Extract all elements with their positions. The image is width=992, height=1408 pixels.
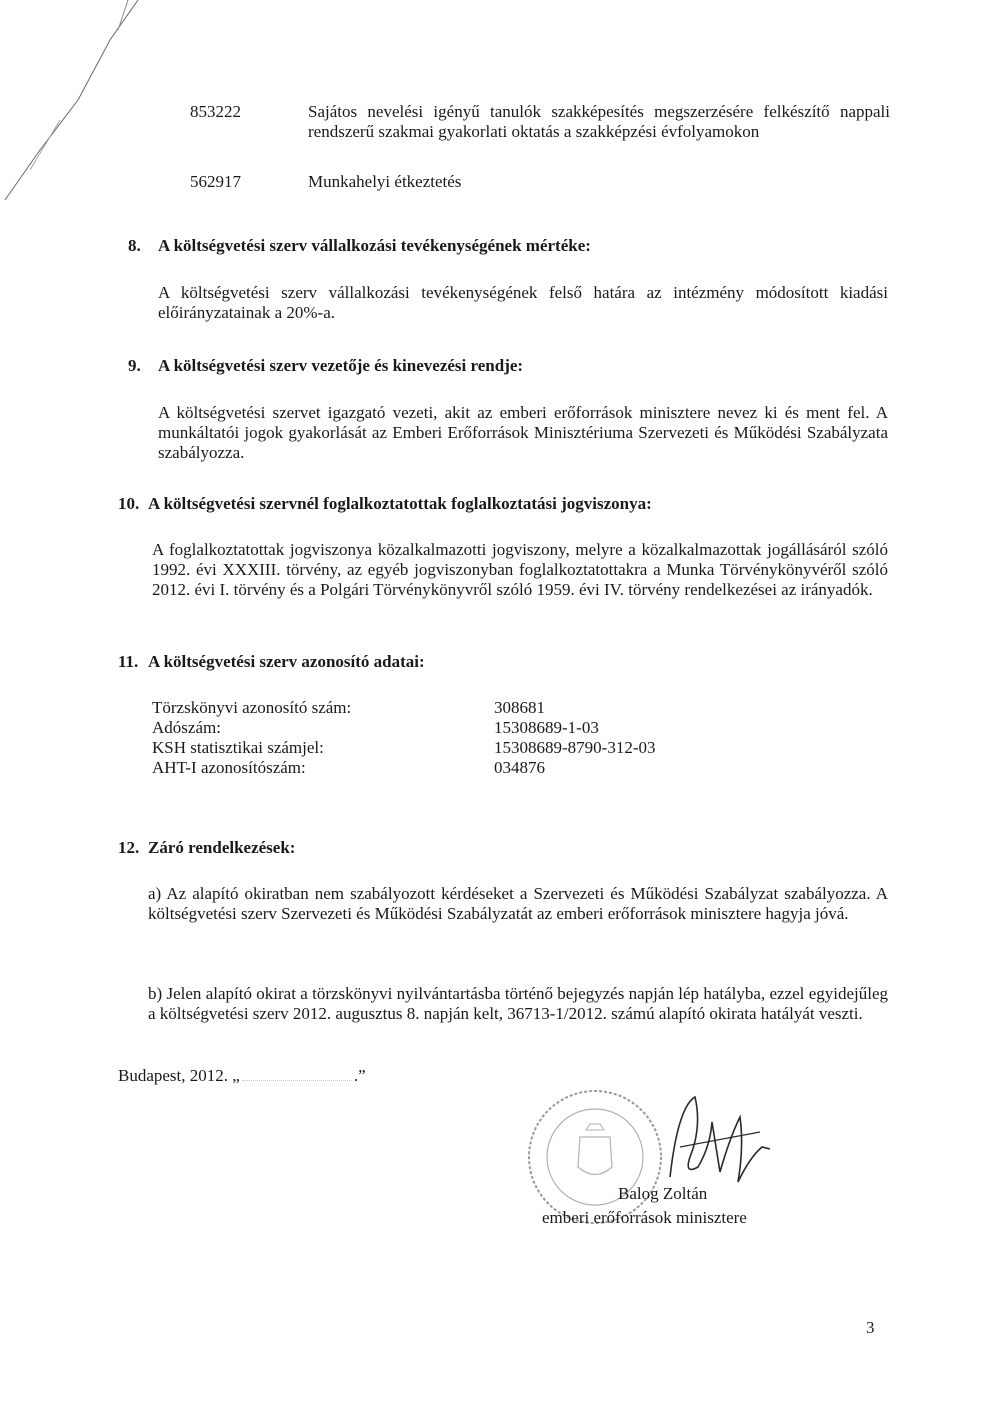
section-title: A költségvetési szerv azonosító adatai: (148, 652, 425, 671)
page-number: 3 (866, 1318, 875, 1337)
section-9-heading (128, 356, 523, 376)
section-number: 9. (128, 356, 141, 375)
section-title: A költségvetési szerv vezetője és kinevezési rendje: (158, 356, 524, 375)
section-9-body: A költségvetési szervet igazgató vezeti, akit az emberi erőforrások minisztere nevez ki és ment fel. A munkáltatói jogok gyakorlását az Emberi Erőforrások Minisztériuma Szervezeti és Működési Szabályzata szabályozza. (158, 403, 888, 462)
identifier-row (152, 738, 712, 758)
handwritten-signature (650, 1087, 790, 1197)
margin-pen-marks (0, 0, 160, 210)
place-date-text: Budapest, 2012. „ (118, 1066, 240, 1085)
signer-name: Balog Zoltán (618, 1184, 708, 1203)
section-8-heading (128, 236, 591, 256)
activity-description: Sajátos nevelési igényű tanulók szakképesítés megszerzésére felkészítő nappali rendszerű szakmai gyakorlati oktatás a szakképzési évfolyamokon (308, 102, 890, 141)
section-11-heading (118, 652, 425, 672)
identifier-value: 308681 (494, 698, 545, 717)
activity-code: 562917 (190, 172, 241, 191)
section-12-heading (118, 838, 295, 858)
section-number: 8. (128, 236, 141, 255)
identifier-table (152, 698, 712, 778)
date-blank (242, 1066, 352, 1081)
identifier-value: 15308689-1-03 (494, 718, 599, 737)
section-number: 11. (118, 652, 139, 671)
section-number: 12. (118, 838, 140, 857)
activity-description: Munkahelyi étkeztetés (308, 172, 462, 191)
identifier-label: KSH statisztikai számjel: (152, 738, 324, 757)
section-8-body: A költségvetési szerv vállalkozási tevékenységének felső határa az intézmény módosított kiadási előirányzatainak a 20%-a. (158, 283, 888, 322)
closing-quote: .” (353, 1066, 366, 1085)
place-and-date (118, 1066, 366, 1086)
section-title: A költségvetési szervnél foglalkoztatottak foglalkoztatási jogviszonya: (148, 494, 652, 513)
section-12-paragraph-a: a) Az alapító okiratban nem szabályozott kérdéseket a Szervezeti és Működési Szabályzat szabályozza. A költségvetési szerv Szervezeti és Működési Szabályzatát az emberi erőforrások minisztere hagyja jóvá. (148, 884, 888, 923)
section-title: Záró rendelkezések: (148, 838, 296, 857)
identifier-row (152, 698, 712, 718)
activity-code: 853222 (190, 102, 241, 121)
section-12-paragraph-b: b) Jelen alapító okirat a törzskönyvi nyilvántartásba történő bejegyzés napján lép hatályba, ezzel egyidejűleg a költségvetési szerv 2012. augusztus 8. napján kelt, 36713-1/2012. számú alapító okirata hatályát veszti. (148, 984, 888, 1023)
identifier-row (152, 718, 712, 738)
section-10-body: A foglalkoztatottak jogviszonya közalkalmazotti jogviszony, melyre a közalkalmazottak jogállásáról szóló 1992. évi XXXIII. törvény, az egyéb jogviszonyban foglalkoztatottakra a Munka Törvénykönyvéről szóló 2012. évi I. törvény és a Polgári Törvénykönyvről szóló 1959. évi IV. törvény rendelkezései az irányadók. (152, 540, 888, 599)
identifier-value: 15308689-8790-312-03 (494, 738, 656, 757)
section-10-heading (118, 494, 652, 514)
identifier-label: Törzskönyvi azonosító szám: (152, 698, 352, 717)
identifier-value: 034876 (494, 758, 545, 777)
identifier-row (152, 758, 712, 778)
signer-title: emberi erőforrások minisztere (542, 1208, 747, 1227)
section-number: 10. (118, 494, 140, 513)
section-title: A költségvetési szerv vállalkozási tevékenységének mértéke: (158, 236, 591, 255)
identifier-label: Adószám: (152, 718, 221, 737)
identifier-label: AHT-I azonosítószám: (152, 758, 306, 777)
